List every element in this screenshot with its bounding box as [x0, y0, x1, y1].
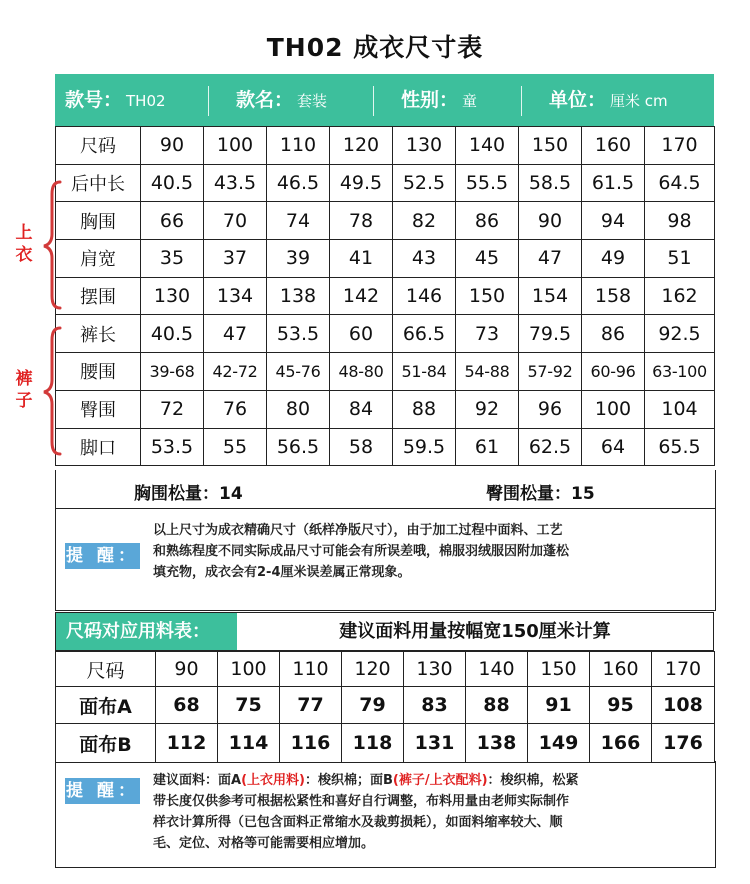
size-cell: 140	[466, 652, 528, 687]
table-row	[56, 428, 715, 466]
value-cell: 60	[330, 315, 393, 353]
gender-value: 童	[462, 92, 478, 110]
chest-ease: 胸围松量：14	[134, 484, 243, 504]
value-cell: 51-84	[393, 353, 456, 391]
value-cell: 149	[528, 724, 590, 763]
value-cell: 37	[204, 240, 267, 278]
value-cell: 57-92	[519, 353, 582, 391]
value-cell: 53.5	[267, 315, 330, 353]
value-cell: 47	[204, 315, 267, 353]
value-cell: 62.5	[519, 428, 582, 466]
value-cell: 92	[456, 390, 519, 428]
note-text: ：梭织棉，松紧	[487, 773, 579, 788]
value-cell: 47	[519, 240, 582, 278]
value-cell: 43.5	[204, 164, 267, 202]
fabric-header	[55, 612, 714, 651]
value-cell: 131	[404, 724, 466, 763]
value-cell: 72	[141, 390, 204, 428]
style-no-label: 款号：	[65, 89, 123, 111]
value-cell: 75	[218, 687, 280, 724]
row-label: 后中长	[56, 164, 141, 202]
fabric-size-row	[56, 652, 715, 687]
table-row	[56, 202, 715, 240]
value-cell: 48-80	[330, 353, 393, 391]
pants-label: 裤子	[15, 369, 33, 411]
size-cell: 130	[393, 127, 456, 165]
value-cell: 104	[645, 390, 715, 428]
value-cell: 154	[519, 277, 582, 315]
value-cell: 55	[204, 428, 267, 466]
size-cell: 170	[652, 652, 715, 687]
style-name-value: 套装	[297, 92, 328, 110]
value-cell: 142	[330, 277, 393, 315]
value-cell: 56.5	[267, 428, 330, 466]
reminder-note	[55, 508, 716, 611]
value-cell: 55.5	[456, 164, 519, 202]
value-cell: 42-72	[204, 353, 267, 391]
value-cell: 76	[204, 390, 267, 428]
value-cell: 98	[645, 202, 715, 240]
value-cell: 108	[652, 687, 715, 724]
size-cell: 90	[156, 652, 218, 687]
table-row	[56, 687, 715, 724]
hip-ease: 臀围松量：15	[486, 484, 595, 504]
reminder-line: 和熟练程度不同实际成品尺寸可能会有所误差哦，棉服羽绒服因附加蓬松	[153, 544, 570, 559]
reminder-badge: 提 醒：	[65, 778, 140, 804]
value-cell: 166	[590, 724, 652, 763]
size-cell: 110	[280, 652, 342, 687]
value-cell: 138	[466, 724, 528, 763]
reminder-line: 以上尺寸为成衣精确尺寸（纸样净版尺寸），由于加工过程中面料、工艺	[153, 523, 563, 538]
value-cell: 66	[141, 202, 204, 240]
reminder-line: 填充物，成衣会有2-4厘米误差属正常现象。	[153, 565, 411, 580]
size-cell: 170	[645, 127, 715, 165]
value-cell: 146	[393, 277, 456, 315]
value-cell: 138	[267, 277, 330, 315]
value-cell: 70	[204, 202, 267, 240]
fabric-table	[55, 651, 715, 763]
value-cell: 53.5	[141, 428, 204, 466]
value-cell: 162	[645, 277, 715, 315]
value-cell: 96	[519, 390, 582, 428]
row-label: 面布B	[56, 724, 156, 763]
value-cell: 52.5	[393, 164, 456, 202]
size-cell: 100	[218, 652, 280, 687]
size-cell: 160	[590, 652, 652, 687]
value-cell: 65.5	[645, 428, 715, 466]
value-cell: 79	[342, 687, 404, 724]
row-label: 面布A	[56, 687, 156, 724]
value-cell: 86	[582, 315, 645, 353]
value-cell: 61	[456, 428, 519, 466]
section-brace	[38, 168, 64, 458]
value-cell: 91	[528, 687, 590, 724]
value-cell: 116	[280, 724, 342, 763]
size-label-cell: 尺码	[56, 127, 141, 165]
value-cell: 51	[645, 240, 715, 278]
value-cell: 84	[330, 390, 393, 428]
size-cell: 100	[204, 127, 267, 165]
value-cell: 78	[330, 202, 393, 240]
fabric-note-line	[153, 770, 579, 791]
row-label: 腰围	[56, 353, 141, 391]
size-cell: 150	[528, 652, 590, 687]
value-cell: 68	[156, 687, 218, 724]
value-cell: 130	[141, 277, 204, 315]
unit	[549, 74, 668, 126]
style-no	[65, 74, 166, 126]
value-cell: 63-100	[645, 353, 715, 391]
value-cell: 92.5	[645, 315, 715, 353]
size-cell: 160	[582, 127, 645, 165]
gender	[401, 74, 477, 126]
fabric-width-note: 建议面料用量按幅宽150厘米计算	[339, 621, 611, 642]
value-cell: 83	[404, 687, 466, 724]
value-cell: 46.5	[267, 164, 330, 202]
fabric-note	[55, 761, 716, 868]
value-cell: 58	[330, 428, 393, 466]
row-label: 摆围	[56, 277, 141, 315]
value-cell: 64.5	[645, 164, 715, 202]
table-row	[56, 240, 715, 278]
value-cell: 86	[456, 202, 519, 240]
note-text: 建议面料：面A	[153, 773, 242, 788]
value-cell: 40.5	[141, 164, 204, 202]
table-row	[56, 277, 715, 315]
value-cell: 45-76	[267, 353, 330, 391]
value-cell: 134	[204, 277, 267, 315]
size-header-row	[56, 127, 715, 165]
table-row	[56, 724, 715, 763]
value-cell: 39	[267, 240, 330, 278]
size-cell: 120	[330, 127, 393, 165]
value-cell: 94	[582, 202, 645, 240]
row-label: 臀围	[56, 390, 141, 428]
value-cell: 35	[141, 240, 204, 278]
unit-value: 厘米 cm	[610, 92, 668, 110]
value-cell: 112	[156, 724, 218, 763]
fabric-note-line: 毛、定位、对格等可能需要相应增加。	[153, 836, 375, 851]
reminder-badge: 提 醒：	[65, 543, 140, 569]
table-row	[56, 390, 715, 428]
value-cell: 88	[466, 687, 528, 724]
spec-header-bar	[55, 74, 714, 126]
value-cell: 118	[342, 724, 404, 763]
unit-label: 单位：	[549, 89, 607, 111]
fabric-note-line: 样衣计算所得（已包含面料正常缩水及裁剪损耗），如面料缩率较大、顺	[153, 815, 563, 830]
value-cell: 150	[456, 277, 519, 315]
value-cell: 58.5	[519, 164, 582, 202]
table-row	[56, 315, 715, 353]
note-highlight: (裤子/上衣配料)	[392, 773, 488, 788]
header-divider	[208, 86, 209, 116]
value-cell: 114	[218, 724, 280, 763]
size-cell: 120	[342, 652, 404, 687]
value-cell: 100	[582, 390, 645, 428]
reminder-text	[153, 520, 569, 583]
size-table	[55, 126, 715, 466]
value-cell: 64	[582, 428, 645, 466]
table-row	[56, 353, 715, 391]
value-cell: 158	[582, 277, 645, 315]
size-cell: 90	[141, 127, 204, 165]
style-name	[236, 74, 327, 126]
value-cell: 49.5	[330, 164, 393, 202]
size-cell: 140	[456, 127, 519, 165]
top-garment-label: 上衣	[15, 223, 33, 265]
header-divider	[521, 86, 522, 116]
row-label: 裤长	[56, 315, 141, 353]
value-cell: 95	[590, 687, 652, 724]
value-cell: 45	[456, 240, 519, 278]
fabric-note-line: 带长度仅供参考可根据松紧性和喜好自行调整，布料用量由老师实际制作	[153, 794, 570, 809]
size-cell: 130	[404, 652, 466, 687]
size-cell: 150	[519, 127, 582, 165]
style-name-label: 款名：	[236, 89, 294, 111]
value-cell: 80	[267, 390, 330, 428]
value-cell: 43	[393, 240, 456, 278]
header-divider	[373, 86, 374, 116]
style-no-value: TH02	[126, 92, 166, 110]
value-cell: 74	[267, 202, 330, 240]
page-title: TH02 成衣尺寸表	[266, 33, 484, 62]
row-label: 胸围	[56, 202, 141, 240]
fabric-table-tag: 尺码对应用料表：	[56, 613, 237, 650]
note-text: ：梭织棉；面B	[304, 773, 393, 788]
note-highlight: (上衣用料)	[241, 773, 305, 788]
value-cell: 49	[582, 240, 645, 278]
value-cell: 77	[280, 687, 342, 724]
gender-label: 性别：	[401, 89, 459, 111]
value-cell: 88	[393, 390, 456, 428]
row-label: 肩宽	[56, 240, 141, 278]
row-label: 脚口	[56, 428, 141, 466]
value-cell: 82	[393, 202, 456, 240]
value-cell: 59.5	[393, 428, 456, 466]
fabric-note-text	[153, 770, 579, 854]
value-cell: 176	[652, 724, 715, 763]
size-label-cell: 尺码	[56, 652, 156, 687]
ease-row	[55, 470, 716, 509]
value-cell: 54-88	[456, 353, 519, 391]
value-cell: 60-96	[582, 353, 645, 391]
table-row	[56, 164, 715, 202]
value-cell: 41	[330, 240, 393, 278]
value-cell: 90	[519, 202, 582, 240]
value-cell: 79.5	[519, 315, 582, 353]
value-cell: 73	[456, 315, 519, 353]
size-cell: 110	[267, 127, 330, 165]
value-cell: 40.5	[141, 315, 204, 353]
value-cell: 39-68	[141, 353, 204, 391]
value-cell: 66.5	[393, 315, 456, 353]
value-cell: 61.5	[582, 164, 645, 202]
